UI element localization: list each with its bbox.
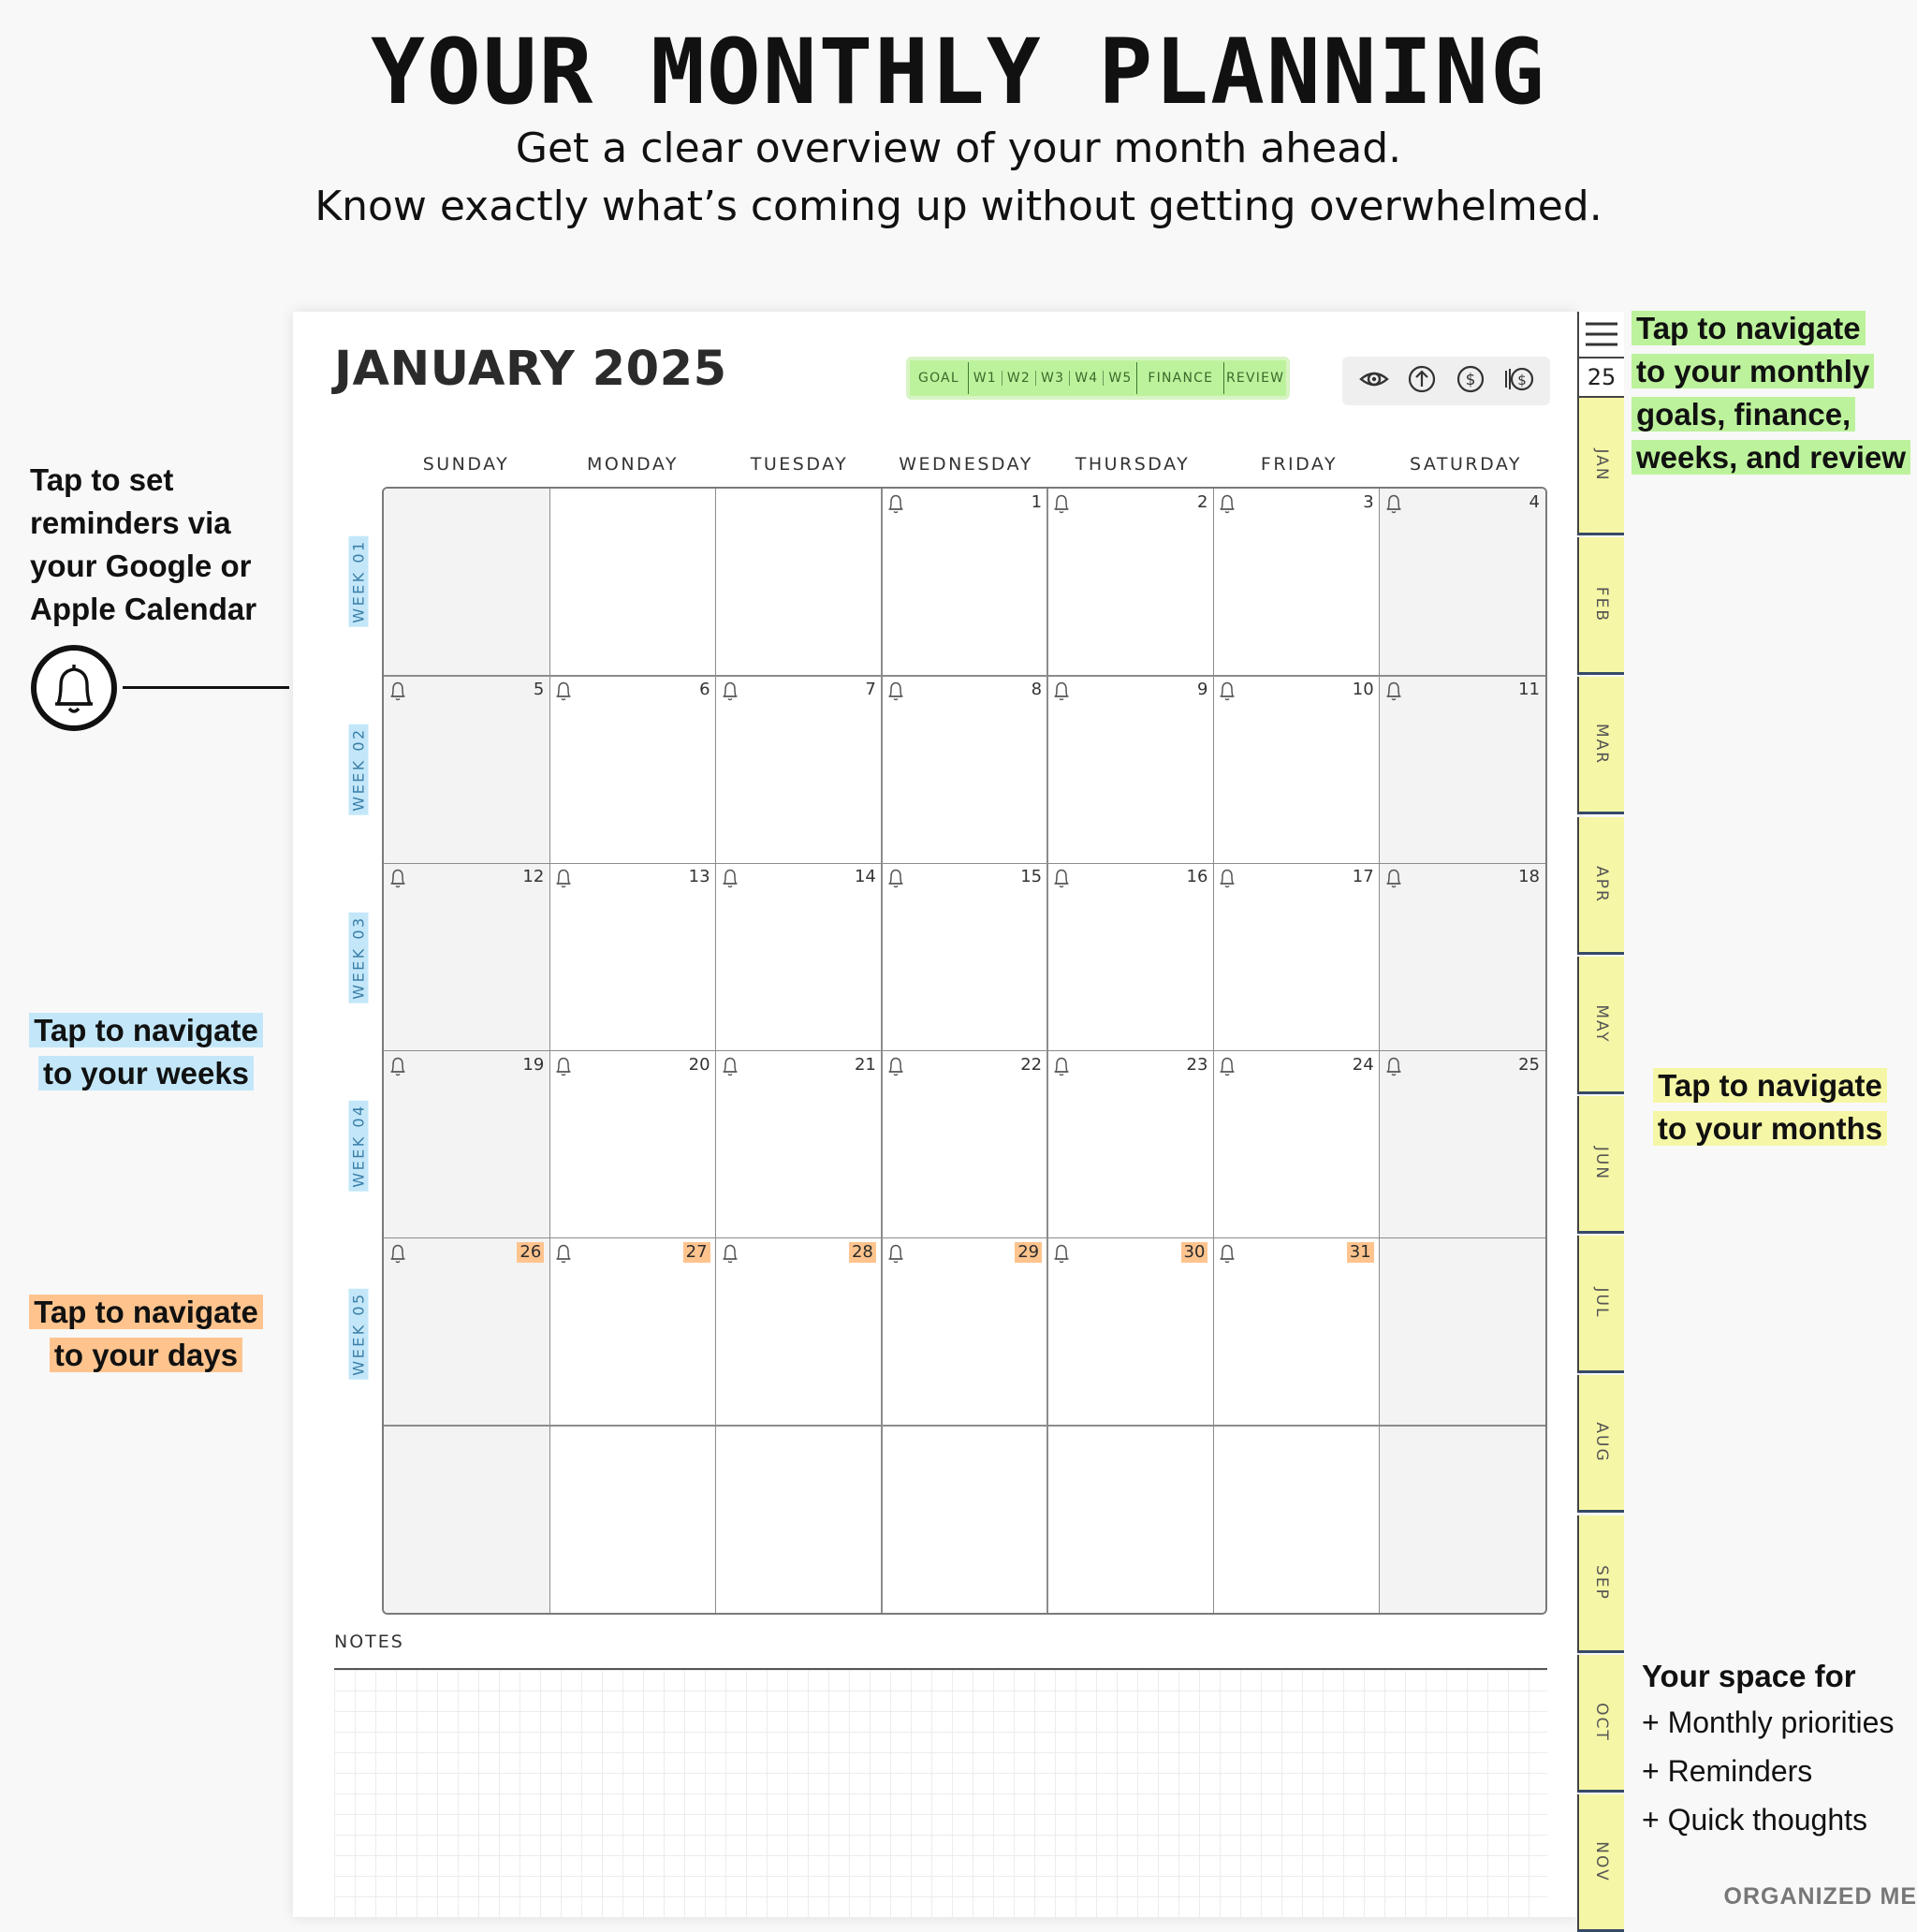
week-label-text: WEEK 04	[349, 1100, 369, 1191]
week-label-text: WEEK 01	[349, 535, 369, 626]
reminder-bell-icon[interactable]	[1383, 1055, 1404, 1077]
day-number: 19	[522, 1054, 545, 1075]
month-tab-label: JUN	[1592, 1146, 1611, 1181]
months-callout	[1647, 1064, 1893, 1150]
weekday-header: FRIDAY	[1260, 454, 1339, 475]
weekday-header: WEDNESDAY	[899, 454, 1033, 475]
week-label-4[interactable]	[348, 1097, 369, 1194]
weekday-header: MONDAY	[587, 454, 679, 475]
day-number: 24	[1352, 1054, 1374, 1075]
nav-finance-link[interactable]: FINANCE	[1148, 371, 1214, 386]
space-item: + Reminders	[1642, 1754, 1813, 1788]
reminder-bell-icon[interactable]	[720, 867, 740, 889]
day-cell[interactable]	[1047, 1238, 1213, 1426]
day-number: 22	[1020, 1054, 1043, 1075]
reminder-bell-icon[interactable]	[885, 1055, 906, 1077]
subtitle-line-2: Know exactly what’s coming up without getting overwhelmed.	[315, 183, 1602, 230]
month-tab-label: MAY	[1592, 1004, 1611, 1044]
month-tab-oct[interactable]	[1577, 1655, 1624, 1793]
day-number[interactable]: 31	[1347, 1242, 1374, 1263]
month-tab-label: NOV	[1592, 1841, 1611, 1882]
day-cell[interactable]	[1213, 863, 1379, 1050]
month-tab-nov[interactable]	[1577, 1794, 1624, 1932]
reminder-bell-icon[interactable]	[885, 1242, 906, 1265]
day-number: 21	[854, 1054, 876, 1075]
reminder-bell-icon[interactable]	[1051, 492, 1072, 515]
callout-line: Tap to navigate	[29, 1295, 263, 1329]
calendar-grid	[382, 487, 1547, 1615]
day-cell[interactable]	[1047, 676, 1213, 863]
day-cell[interactable]	[1213, 489, 1379, 676]
svg-text:$: $	[1517, 372, 1528, 388]
reminder-bell-icon[interactable]	[1051, 1242, 1072, 1265]
day-cell[interactable]	[1380, 1051, 1545, 1238]
reminders-callout	[30, 459, 256, 631]
focus-eye-icon[interactable]	[1358, 363, 1390, 399]
day-cell[interactable]	[1047, 863, 1213, 1050]
day-cell[interactable]	[549, 1238, 715, 1426]
week-label-text: WEEK 02	[349, 724, 369, 814]
day-number: 4	[1529, 492, 1540, 512]
reminder-bell-icon[interactable]	[553, 867, 574, 889]
day-number: 12	[522, 867, 545, 887]
reminder-bell-icon[interactable]	[553, 680, 574, 702]
day-cell[interactable]	[1047, 489, 1213, 676]
reminder-bell-icon[interactable]	[553, 1055, 574, 1077]
weekday-header: SATURDAY	[1409, 454, 1523, 475]
grid-row-line	[384, 863, 1545, 865]
reminder-bell-icon[interactable]	[885, 492, 906, 515]
day-number: 1	[1031, 492, 1043, 512]
week-label-5[interactable]	[348, 1285, 369, 1383]
empty-day-cell	[1213, 1426, 1379, 1613]
month-tab-mar[interactable]	[1577, 677, 1624, 814]
month-tab-label: FEB	[1592, 587, 1611, 623]
reminder-bell-icon[interactable]	[553, 1242, 574, 1265]
day-cell[interactable]	[882, 676, 1047, 863]
callout-line: goals, finance,	[1632, 397, 1855, 432]
reminder-bell-icon[interactable]	[1051, 867, 1072, 889]
reminder-bell-icon[interactable]	[1051, 1055, 1072, 1077]
reminder-bell-icon[interactable]	[720, 1242, 740, 1265]
nav-review-link[interactable]: REVIEW	[1225, 371, 1285, 386]
day-number[interactable]: 28	[849, 1242, 876, 1263]
day-number: 5	[533, 680, 545, 700]
month-tabs	[1577, 312, 1624, 1917]
month-title: JANUARY 2025	[334, 342, 727, 397]
month-tab-label: JUL	[1592, 1287, 1611, 1319]
nav-goal-link[interactable]: GOAL	[918, 371, 959, 386]
nav-week-4-link[interactable]: W4	[1075, 371, 1099, 386]
weekday-header: TUESDAY	[750, 454, 849, 475]
day-cell[interactable]	[716, 1238, 882, 1426]
week-label-2[interactable]	[348, 721, 369, 818]
empty-day-cell	[1380, 1426, 1545, 1613]
grid-row-line	[384, 1237, 1545, 1239]
day-cell[interactable]	[549, 1051, 715, 1238]
callout-line: your Google or	[30, 549, 252, 583]
callout-pointer-line	[123, 686, 289, 689]
day-cell[interactable]	[882, 1051, 1047, 1238]
day-cell[interactable]	[882, 863, 1047, 1050]
day-cell[interactable]	[384, 1051, 549, 1238]
day-number: 18	[1518, 867, 1540, 887]
day-cell[interactable]	[716, 863, 882, 1050]
reminder-bell-icon[interactable]	[720, 680, 740, 702]
day-cell[interactable]	[1213, 1238, 1379, 1426]
month-tab-aug[interactable]	[1577, 1375, 1624, 1513]
empty-day-cell	[1047, 1426, 1213, 1613]
day-cell[interactable]	[716, 1051, 882, 1238]
day-number: 3	[1363, 492, 1374, 512]
day-number: 9	[1196, 680, 1208, 700]
day-number: 6	[699, 680, 710, 700]
reminder-bell-icon[interactable]	[1217, 1242, 1237, 1265]
nav-week-3-link[interactable]: W3	[1041, 371, 1065, 386]
space-callout-title: Your space for	[1642, 1659, 1856, 1693]
toolbar-icons	[1342, 357, 1550, 405]
day-number: 16	[1186, 867, 1208, 887]
callout-line: Tap to navigate	[29, 1013, 263, 1047]
day-number: 8	[1031, 680, 1043, 700]
reminder-bell-icon[interactable]	[388, 680, 408, 702]
reminder-bell-icon[interactable]	[388, 1055, 408, 1077]
year-tab[interactable]: 25	[1577, 357, 1624, 398]
empty-day-cell	[549, 1426, 715, 1613]
reminder-bell-icon[interactable]	[1217, 1055, 1237, 1077]
reminder-bell-icon[interactable]	[1383, 680, 1404, 702]
planner-page	[293, 312, 1577, 1917]
month-tab-sep[interactable]	[1577, 1515, 1624, 1653]
callout-line: Apple Calendar	[30, 592, 257, 626]
subtitle-line-1: Get a clear overview of your month ahead.	[515, 124, 1402, 172]
day-number[interactable]: 26	[517, 1242, 544, 1263]
callout-line: Tap to set	[30, 462, 174, 497]
nav-week-5-link[interactable]: W5	[1108, 371, 1133, 386]
empty-day-cell	[549, 489, 715, 676]
reminder-bell-icon[interactable]	[388, 867, 408, 889]
day-cell[interactable]	[1380, 863, 1545, 1050]
dollar-icon[interactable]	[1455, 363, 1486, 399]
day-cell[interactable]	[1380, 489, 1545, 676]
day-number: 14	[854, 867, 876, 887]
week-label-text: WEEK 03	[349, 912, 369, 1003]
notes-label: NOTES	[334, 1632, 404, 1652]
day-number: 15	[1020, 867, 1043, 887]
empty-day-cell	[716, 1426, 882, 1613]
month-tab-may[interactable]	[1577, 957, 1624, 1094]
day-number: 23	[1186, 1054, 1208, 1075]
space-item: + Monthly priorities	[1642, 1705, 1895, 1739]
reminder-bell-icon[interactable]	[720, 1055, 740, 1077]
day-number: 10	[1352, 680, 1374, 700]
weekday-header: SUNDAY	[422, 454, 510, 475]
day-cell[interactable]	[882, 1238, 1047, 1426]
day-number: 11	[1518, 680, 1540, 700]
menu-button[interactable]	[1577, 312, 1624, 357]
day-cell[interactable]	[384, 863, 549, 1050]
page-title: YOUR MONTHLY PLANNING	[371, 20, 1546, 124]
monthly-nav-bar	[906, 357, 1290, 400]
grid-row-line	[384, 675, 1545, 677]
month-tab-jun[interactable]	[1577, 1096, 1624, 1234]
day-cell[interactable]	[384, 676, 549, 863]
reminder-bell-icon[interactable]	[388, 1242, 408, 1265]
empty-day-cell	[882, 1426, 1047, 1613]
day-cell[interactable]	[549, 676, 715, 863]
month-tab-label: OCT	[1592, 1702, 1611, 1742]
month-tab-feb[interactable]	[1577, 537, 1624, 675]
days-callout	[28, 1291, 264, 1377]
reminder-bell-icon[interactable]	[1217, 867, 1237, 889]
empty-day-cell	[1380, 1238, 1545, 1426]
callout-line: weeks, and review	[1632, 440, 1910, 475]
day-cell[interactable]	[716, 676, 882, 863]
reminder-bell-icon[interactable]	[1383, 867, 1404, 889]
grid-row-line	[384, 1050, 1545, 1052]
callout-line: to your weeks	[38, 1056, 254, 1090]
day-number: 20	[688, 1054, 710, 1075]
month-tab-jan[interactable]	[1577, 398, 1624, 535]
bell-icon	[30, 644, 118, 732]
weekday-header: THURSDAY	[1075, 454, 1191, 475]
week-label-text: WEEK 05	[349, 1288, 369, 1379]
callout-line: Tap to navigate	[1653, 1068, 1887, 1103]
month-tab-label: AUG	[1592, 1422, 1611, 1464]
week-label-3[interactable]	[348, 909, 369, 1006]
month-tab-label: JAN	[1592, 448, 1611, 482]
reminder-bell-icon[interactable]	[1217, 492, 1237, 515]
day-number: 7	[865, 680, 876, 700]
finance-stack-icon[interactable]	[1502, 363, 1534, 399]
day-cell[interactable]	[384, 1238, 549, 1426]
day-number: 2	[1196, 492, 1208, 512]
month-tab-label: SEP	[1592, 1564, 1611, 1601]
nav-week-1-link[interactable]: W1	[973, 371, 997, 386]
empty-day-cell	[716, 489, 882, 676]
day-cell[interactable]	[1213, 676, 1379, 863]
callout-line: to your monthly	[1632, 354, 1874, 388]
reminder-bell-icon[interactable]	[885, 867, 906, 889]
brand-watermark: ORGANIZED ME	[1723, 1883, 1917, 1910]
space-callout-list	[1642, 1698, 1894, 1844]
grid-row-line	[384, 1425, 1545, 1427]
hamburger-menu-icon	[1584, 320, 1619, 348]
reminder-bell-icon[interactable]	[885, 680, 906, 702]
day-number: 13	[688, 867, 710, 887]
reminder-bell-icon[interactable]	[1217, 680, 1237, 702]
reminder-bell-icon[interactable]	[1383, 492, 1404, 515]
day-cell[interactable]	[882, 489, 1047, 676]
notes-area[interactable]	[334, 1670, 1547, 1917]
empty-day-cell	[384, 1426, 549, 1613]
week-label-1[interactable]	[348, 533, 369, 630]
svg-text:$: $	[1465, 371, 1476, 389]
empty-day-cell	[384, 489, 549, 676]
day-number[interactable]: 30	[1181, 1242, 1208, 1263]
callout-line: reminders via	[30, 505, 231, 540]
month-tab-label: MAR	[1592, 724, 1611, 766]
day-number[interactable]: 29	[1015, 1242, 1042, 1263]
day-number: 17	[1352, 867, 1374, 887]
month-tab-jul[interactable]	[1577, 1236, 1624, 1373]
callout-line: Tap to navigate	[1632, 311, 1866, 345]
month-tab-label: APR	[1592, 865, 1611, 903]
space-item: + Quick thoughts	[1642, 1803, 1868, 1837]
day-cell[interactable]	[1213, 1051, 1379, 1238]
reminder-bell-icon[interactable]	[1051, 680, 1072, 702]
day-number: 25	[1518, 1054, 1540, 1075]
monthly-goals-callout	[1632, 307, 1910, 479]
nav-week-2-link[interactable]: W2	[1006, 371, 1032, 386]
callout-line: to your days	[50, 1338, 242, 1372]
day-cell[interactable]	[1380, 676, 1545, 863]
day-number[interactable]: 27	[683, 1242, 710, 1263]
callout-line: to your months	[1653, 1111, 1887, 1146]
weeks-callout	[28, 1009, 264, 1095]
upload-arrow-icon[interactable]	[1406, 363, 1438, 399]
day-cell[interactable]	[549, 863, 715, 1050]
day-cell[interactable]	[1047, 1051, 1213, 1238]
nav-weeks-group	[969, 360, 1137, 396]
month-tab-apr[interactable]	[1577, 817, 1624, 955]
